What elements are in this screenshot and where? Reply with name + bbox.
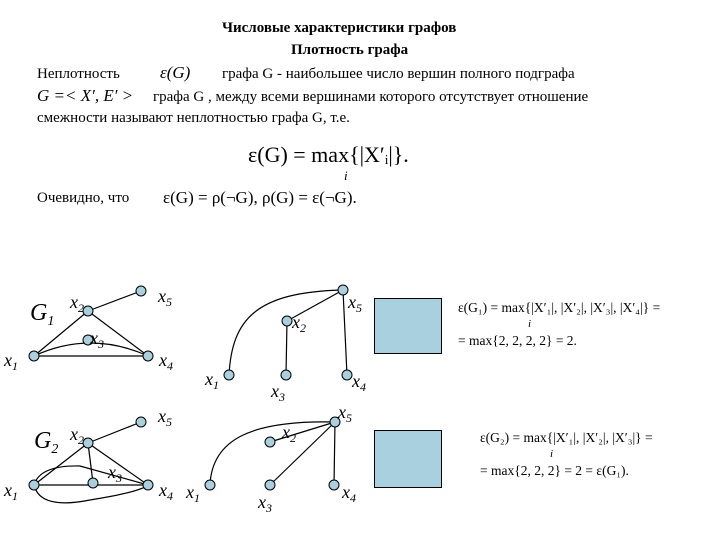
epsilon-g-symbol: ε(G) <box>160 63 191 82</box>
para-text-2: графа G , между всеми вершинами которого отсутствует отношение <box>153 89 589 105</box>
label-c2-x4: $x_4$ <box>342 482 356 505</box>
vertex-g2-x4 <box>143 480 153 490</box>
vertex-g2-x2 <box>83 438 93 448</box>
page-subtitle: Плотность графа <box>291 42 409 58</box>
label-c1-x1: $x_1$ <box>205 369 219 392</box>
label-c2-x5: $x_5$ <box>338 402 352 425</box>
label-g1-x1: $x_1$ <box>4 350 18 373</box>
vertex-g1-x2 <box>83 306 93 316</box>
formula-g2-subscript: i <box>550 448 554 460</box>
image-placeholder-1 <box>374 298 442 354</box>
label-c1-x2: $x_2$ <box>292 312 306 335</box>
edge-c2-x1-x5 <box>210 422 335 485</box>
vertex-c1-x2 <box>282 316 292 326</box>
formula-g2-line1: ε(G₂) = max{|X′₁|, |X′₂|, |X′₃|} = <box>480 430 653 445</box>
image-placeholder-2 <box>374 430 442 488</box>
para-text-1: графа G - наибольшее число вершин полного подграфа <box>222 66 575 82</box>
edge-g2-x2-x5 <box>88 422 141 443</box>
obvious-formula: ε(G) = ρ(¬G), ρ(G) = ε(¬G). <box>163 188 357 207</box>
edge-g1-x2-x5 <box>88 291 141 311</box>
formula-g1-line1: ε(G₁) = max{|X′₁|, |X′₂|, |X′₃|, |X′₄|} = <box>458 300 661 315</box>
label-g2-x2: $x_2$ <box>70 424 84 447</box>
vertex-c2-x3 <box>265 480 275 490</box>
label-g1-x5: $x_5$ <box>158 286 172 309</box>
vertex-c2-x1 <box>205 480 215 490</box>
label-g2-x3: $x_3$ <box>108 462 122 485</box>
page-title: Числовые характеристики графов <box>222 20 457 36</box>
formula-g1-line2: = max{2, 2, 2, 2} = 2. <box>458 333 577 348</box>
edge-c1-x5-x4 <box>343 290 347 375</box>
label-c1-x4: $x_4$ <box>352 371 366 394</box>
label-g1-x2: $x_2$ <box>70 292 84 315</box>
label-c1-x5: $x_5$ <box>348 292 362 315</box>
label-c2-x3: $x_3$ <box>258 492 272 515</box>
para-text-3: смежности называют неплотностью графа G, т.е. <box>37 110 350 126</box>
label-g1-x4: $x_4$ <box>159 350 173 373</box>
vertex-c2-x4 <box>329 480 339 490</box>
vertex-c1-x1 <box>224 370 234 380</box>
edge-c2-x5-x4 <box>334 422 335 485</box>
obvious-label: Очевидно, что <box>37 190 130 206</box>
vertex-g2-x1 <box>29 480 39 490</box>
vertex-c2-x2 <box>265 437 275 447</box>
graph-2-name: $G_2$ <box>34 428 59 457</box>
vertex-c1-x3 <box>281 370 291 380</box>
label-g2-x4: $x_4$ <box>159 480 173 503</box>
para-word-neplotnost: Неплотность <box>37 66 120 82</box>
main-formula: ε(G) = max{|X′ᵢ|}. <box>248 142 409 167</box>
vertex-g2-x3 <box>88 478 98 488</box>
vertex-g1-x1 <box>29 351 39 361</box>
edge-g2-x2-x3 <box>88 443 93 483</box>
main-formula-subscript: i <box>344 168 348 183</box>
formula-g2-line2: = max{2, 2, 2} = 2 = ε(G₁). <box>480 463 629 478</box>
vertex-g1-x5 <box>136 286 146 296</box>
vertex-c1-x5 <box>338 285 348 295</box>
label-g2-x5: $x_5$ <box>158 406 172 429</box>
vertex-c1-x4 <box>342 370 352 380</box>
edge-c1-x2-x3 <box>286 321 287 375</box>
label-g1-x3: $x_3$ <box>90 328 104 351</box>
subgraph-symbol: G =< X′, E′ > <box>37 86 134 105</box>
vertex-g2-x5 <box>136 417 146 427</box>
label-g2-x1: $x_1$ <box>4 480 18 503</box>
graph-1-name: $G_1$ <box>30 300 55 329</box>
formula-g1-subscript: i <box>528 318 532 330</box>
vertex-g1-x4 <box>143 351 153 361</box>
label-c1-x3: $x_3$ <box>271 381 285 404</box>
label-c2-x1: $x_1$ <box>186 482 200 505</box>
label-c2-x2: $x_2$ <box>282 422 296 445</box>
